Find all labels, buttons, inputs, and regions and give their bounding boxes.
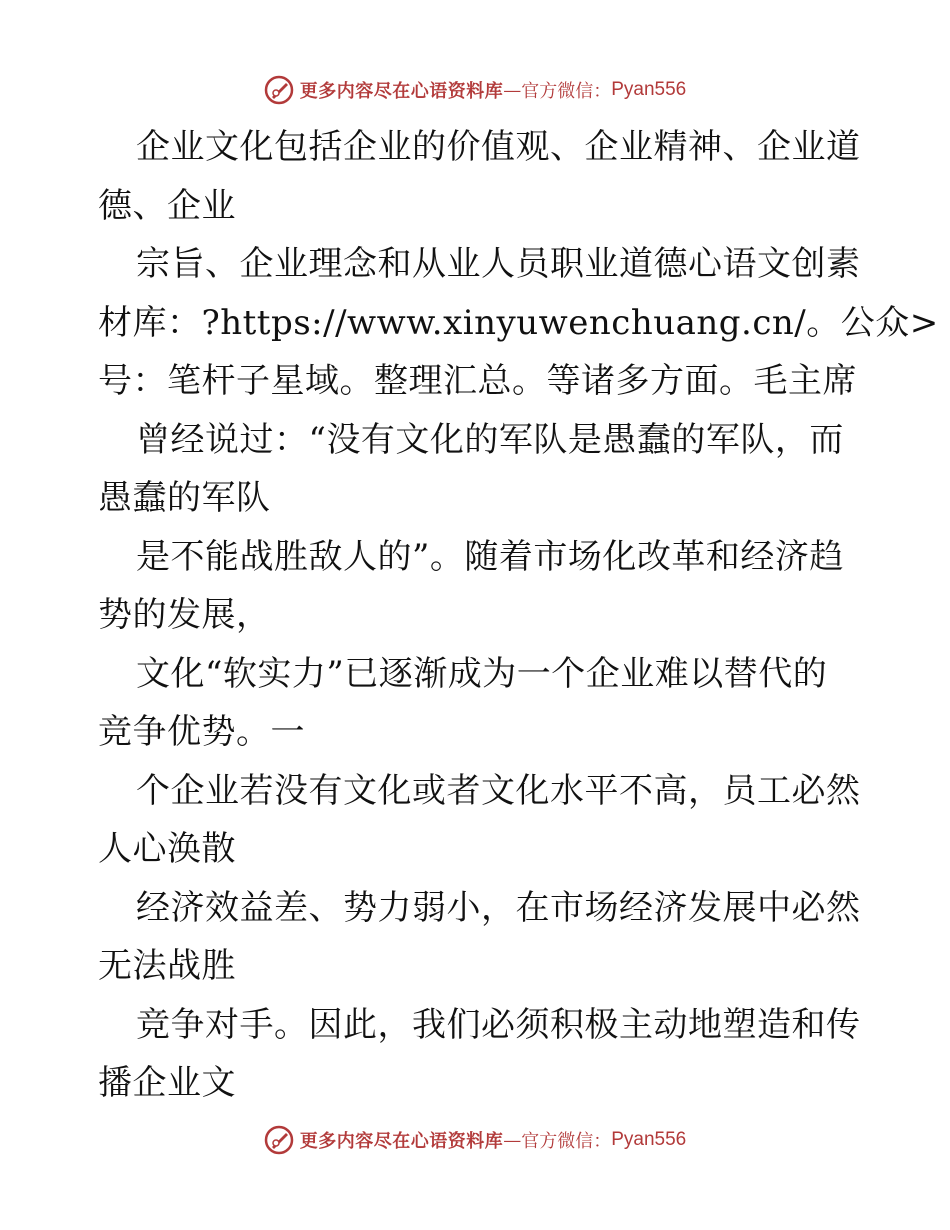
quill-logo-icon [264, 1125, 294, 1155]
header-wechat-id: Pyan556 [611, 79, 687, 100]
text-line: 竞争优势。一 [98, 712, 305, 752]
text-line: 德、企业 [98, 185, 236, 226]
footer-banner [0, 1122, 950, 1158]
text-line: 个企业若没有文化或者文化水平不高，员工必然 [136, 770, 861, 811]
text-line: 曾经说过：“没有文化的军队是愚蠢的军队，而 [136, 419, 844, 460]
text-line: 愚蠢的军队 [98, 478, 271, 518]
document-body [98, 118, 939, 1113]
footer-separator: — [503, 1129, 522, 1151]
header-wechat-label: 官方微信： [521, 81, 612, 102]
header-brand: 更多内容尽在心语资料库 [299, 81, 504, 102]
text-line: 无法战胜 [98, 946, 236, 986]
text-line: 播企业文 [98, 1063, 236, 1103]
footer-brand: 更多内容尽在心语资料库 [299, 1131, 504, 1152]
footer-wechat-id: Pyan556 [611, 1129, 687, 1150]
text-line: 经济效益差、势力弱小，在市场经济发展中必然 [136, 887, 861, 928]
text-line: 号：笔杆子星域。整理汇总。等诸多方面。毛主席 [98, 361, 857, 401]
text-line: 宗旨、企业理念和从业人员职业道德心语文创素 [136, 244, 861, 284]
text-line: 文化“软实力”已逐渐成为一个企业难以替代的 [136, 653, 828, 694]
text-line: 是不能战胜敌人的”。随着市场化改革和经济趋 [136, 536, 844, 577]
footer-wechat-label: 官方微信： [521, 1131, 612, 1152]
text-line: 人心涣散 [98, 829, 236, 869]
quill-logo-icon [264, 75, 294, 105]
text-line: 材库：?https://www.xinyuwenchuang.cn/。公众> [98, 302, 939, 343]
header-separator: — [503, 79, 522, 101]
text-line: 势的发展， [98, 595, 271, 635]
text-line: 竞争对手。因此，我们必须积极主动地塑造和传 [136, 1004, 861, 1045]
text-line: 企业文化包括企业的价值观、企业精神、企业道 [136, 127, 861, 167]
header-banner [0, 72, 950, 108]
